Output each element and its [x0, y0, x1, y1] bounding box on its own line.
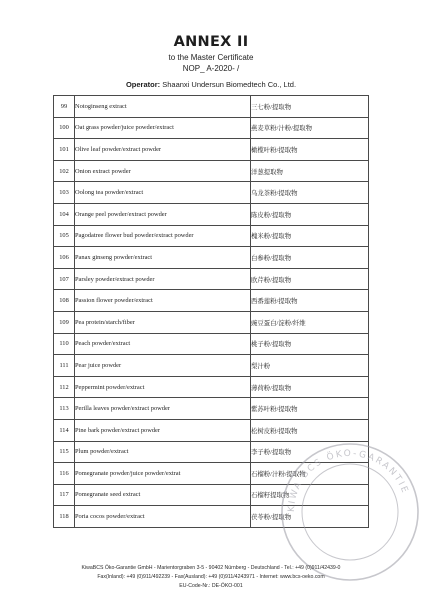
operator-name: Shaanxi Undersun Biomedtech Co., Ltd. [162, 80, 297, 89]
product-name-zh: 三七粉/提取物 [251, 96, 369, 118]
product-name-en: Perilla leaves powder/extract powder [75, 398, 251, 420]
row-number: 110 [54, 333, 75, 355]
product-name-en: Poria cocos powder/extract [75, 506, 251, 528]
table-row [54, 117, 369, 139]
product-name-zh: 松树皮粉/提取物 [251, 419, 369, 441]
operator-label: Operator: [125, 80, 161, 89]
row-number: 104 [54, 203, 75, 225]
table-row [54, 398, 369, 420]
row-number: 107 [54, 268, 75, 290]
table-row [54, 355, 369, 377]
table-row [54, 376, 369, 398]
product-name-zh: 西番莲粉/提取物 [251, 290, 369, 312]
row-number: 113 [54, 398, 75, 420]
row-number: 101 [54, 139, 75, 161]
product-name-zh: 李子粉/提取物 [251, 441, 369, 463]
table-row [54, 160, 369, 182]
table-row [54, 333, 369, 355]
product-name-zh: 茯苓粉/提取物 [251, 506, 369, 528]
row-number: 100 [54, 117, 75, 139]
table-row [54, 182, 369, 204]
product-name-en: Passion flower powder/extract [75, 290, 251, 312]
product-name-zh: 豌豆蛋白/淀粉/纤维 [251, 311, 369, 333]
row-number: 102 [54, 160, 75, 182]
row-number: 115 [54, 441, 75, 463]
row-number: 108 [54, 290, 75, 312]
row-number: 105 [54, 225, 75, 247]
product-name-en: Plum powder/extract [75, 441, 251, 463]
product-name-en: Parsley powder/extract powder [75, 268, 251, 290]
row-number: 114 [54, 419, 75, 441]
table-row [54, 268, 369, 290]
product-name-zh: 紫苏叶粉/提取物 [251, 398, 369, 420]
footer-eu-code: EU-Code-Nr.: DE-ÖKO-001 [179, 583, 243, 589]
product-name-en: Pagodatree flower bud powder/extract powder [75, 225, 251, 247]
product-name-zh: 橄榄叶粉/提取物 [251, 139, 369, 161]
operator-line [0, 80, 422, 89]
table-row [54, 139, 369, 161]
product-name-en: Peppermint powder/extract [75, 376, 251, 398]
product-name-en: Pomegranate powder/juice powder/extrat [75, 463, 251, 485]
product-name-en: Pear juice powder [75, 355, 251, 377]
product-name-en: Oat grass powder/juice powder/extract [75, 117, 251, 139]
product-name-en: Oolong tea powder/extract [75, 182, 251, 204]
product-name-en: Notoginseng extract [75, 96, 251, 118]
stamp-text: KIWA BCS ÖKO-GARANTIE [286, 448, 410, 513]
product-name-zh: 燕麦草粉/汁粉/提取物 [251, 117, 369, 139]
row-number: 116 [54, 463, 75, 485]
table-row [54, 290, 369, 312]
product-name-en: Pea protein/starch/fiber [75, 311, 251, 333]
row-number: 109 [54, 311, 75, 333]
master-certificate-line: to the Master Certificate [168, 53, 254, 62]
product-name-zh: 石榴粉/汁粉/提取物 [251, 463, 369, 485]
product-name-zh: 薄荷粉/提取物 [251, 376, 369, 398]
product-name-zh: 石榴籽提取物 [251, 484, 369, 506]
product-name-en: Orange peel powder/extract powder [75, 203, 251, 225]
product-name-zh: 白参粉/提取物 [251, 247, 369, 269]
product-name-zh: 欧芹粉/提取物 [251, 268, 369, 290]
product-name-en: Olive leaf powder/extract powder [75, 139, 251, 161]
product-name-zh: 桃子粉/提取物 [251, 333, 369, 355]
product-name-zh: 乌龙茶粉/提取物 [251, 182, 369, 204]
product-name-en: Onion extract powder [75, 160, 251, 182]
annex-title: ANNEX II [173, 34, 249, 50]
product-name-zh: 槐米粉/提取物 [251, 225, 369, 247]
product-name-zh: 陈皮粉/提取物 [251, 203, 369, 225]
product-name-zh: 梨汁粉 [251, 355, 369, 377]
footer-contact: Fax(Inland): +49 (0)911/492239 - Fax(Ausland): +49 (0)911/4243971 - Internet: www.bcs-oeko.com [97, 574, 325, 580]
row-number: 103 [54, 182, 75, 204]
product-name-en: Panax ginseng powder/extract [75, 247, 251, 269]
table-row [54, 247, 369, 269]
row-number: 112 [54, 376, 75, 398]
footer-address: KiwaBCS Öko-Garantie GmbH - Marientorgraben 3-5 - 90402 Nürnberg - Deutschland - Tel.: +49 (0)911/42439-0 [81, 565, 341, 571]
product-name-en: Pomegranate seed extract [75, 484, 251, 506]
product-name-en: Peach powder/extract [75, 333, 251, 355]
table-row [54, 203, 369, 225]
row-number: 106 [54, 247, 75, 269]
certificate-number: NOP_ A-2020- / [182, 64, 240, 73]
stamp-inner-ring [302, 464, 398, 560]
product-name-zh: 洋葱提取物 [251, 160, 369, 182]
table-row [54, 311, 369, 333]
product-name-en: Pine bark powder/extract powder [75, 419, 251, 441]
row-number: 111 [54, 355, 75, 377]
row-number: 117 [54, 484, 75, 506]
row-number: 99 [54, 96, 75, 118]
table-row [54, 96, 369, 118]
table-row [54, 225, 369, 247]
row-number: 118 [54, 506, 75, 528]
